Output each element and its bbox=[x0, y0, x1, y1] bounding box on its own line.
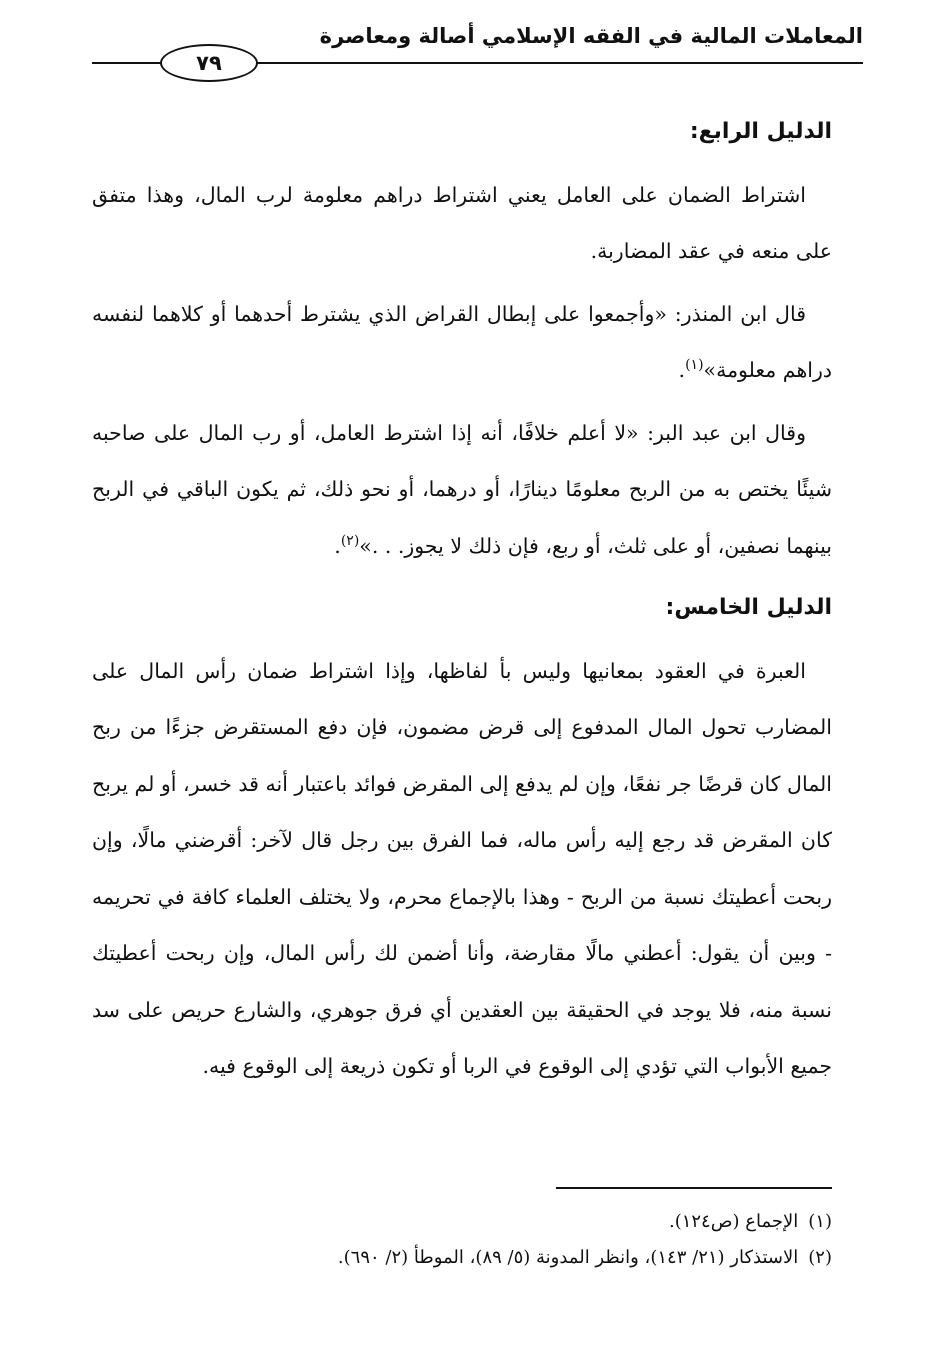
footnote-text: الإجماع (ص١٢٤). bbox=[668, 1211, 799, 1232]
footnote-ref: (٢) bbox=[340, 532, 360, 549]
paragraph: العبرة في العقود بمعانيها وليس بأ لفاظها، وإذا اشتراط ضمان رأس المال على المضارب تحول المال المدفوع إلى قرض مضمون، فإن دفع المستقرض جزءًا من ربح المال كان قرضًا جر نفعًا، وإن لم يدفع إلى المقرض فوائد باعتبار أنه قد خسر، أو لم يربح كان المقرض قد رجع إليه رأس ماله، فما الفرق بين رجل قال لآخر: أقرضني مالًا، وإن ربحت أعطيتك نسبة من الربح - وهذا بالإجماع محرم، ولا يختلف العلماء كافة في تحريمه - وبين أن يقول: أعطني مالًا مقارضة، وأنا أضمن لك رأس المال، وإن ربحت أعطيتك نسبة منه، فلا يوجد في الحقيقة بين العقدين أي فرق جوهري، والشارع حريص على سد جميع الأبواب التي تؤدي إلى الوقوع في الربا أو تكون ذريعة إلى الوقوع فيه. bbox=[92, 658, 832, 1078]
footnote-separator bbox=[556, 1187, 832, 1189]
page-number: ٧٩ bbox=[196, 51, 222, 75]
page-header bbox=[92, 18, 863, 74]
footnote bbox=[92, 1204, 832, 1240]
quote-text: قال ابن المنذر: «وأجمعوا على إبطال القراض الذي يشترط أحدهما أو كلاهما لنفسه دراهم معلومة» bbox=[92, 301, 832, 382]
footnote-ref: (١) bbox=[685, 357, 704, 374]
section-heading-fourth: الدليل الرابع: bbox=[689, 119, 832, 144]
sentence-end: . bbox=[678, 358, 686, 382]
paragraph: اشتراط الضمان على العامل يعني اشتراط دراهم معلومة لرب المال، وهذا متفق على منعه في عقد المضاربة. bbox=[92, 182, 832, 263]
footnote-number: (١) bbox=[808, 1211, 832, 1232]
quote-text: وقال ابن عبد البر: «لا أعلم خلافًا، أنه إذا اشترط العامل، أو رب المال على صاحبه شيئًا يختص به من الربح معلومًا دينارًا، أو درهما، أو نحو ذلك، ثم يكون الباقي في الربح بينهما نصفين، أو على ثلث، أو ربع، فإن ذلك لا يجوز. . .» bbox=[92, 420, 832, 558]
quote-paragraph-ibn-almundhir bbox=[92, 286, 832, 399]
footnote-number: (٢) bbox=[808, 1247, 832, 1268]
section-heading-fifth: الدليل الخامس: bbox=[665, 595, 832, 620]
main-text bbox=[92, 104, 832, 1101]
sentence-end: . bbox=[334, 533, 341, 558]
footnotes bbox=[92, 1204, 832, 1276]
footnote bbox=[92, 1240, 832, 1276]
running-title: المعاملات المالية في الفقه الإسلامي أصالة ومعاصرة bbox=[319, 24, 863, 48]
footnote-text: الاستذكار (٢١/ ١٤٣)، وانظر المدونة (٥/ ٨٩)، الموطأ (٢/ ٦٩٠). bbox=[337, 1247, 799, 1268]
page-number-badge bbox=[160, 44, 258, 82]
quote-paragraph-ibn-abdulbarr bbox=[92, 405, 832, 575]
